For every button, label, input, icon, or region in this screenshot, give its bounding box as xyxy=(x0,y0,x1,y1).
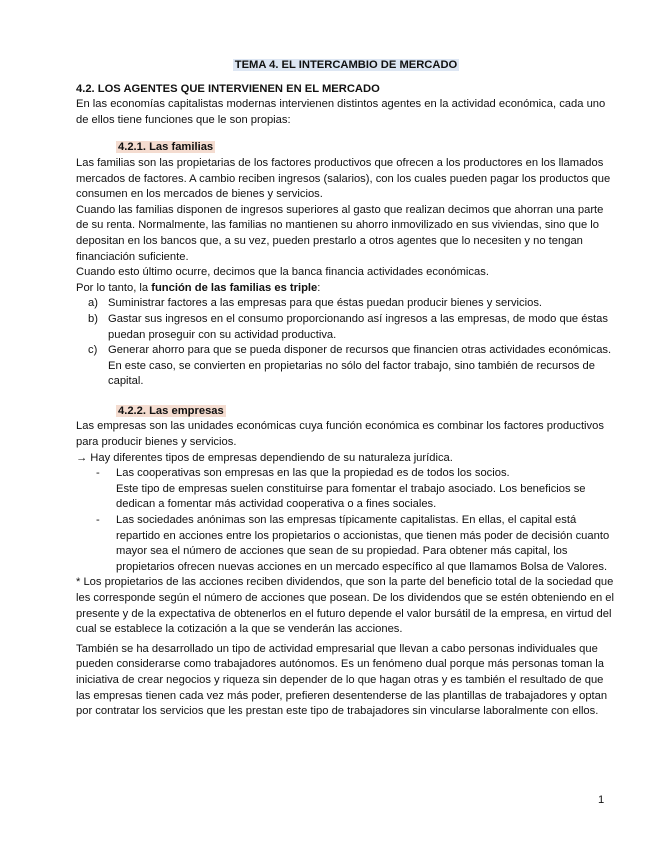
section-intro: En las economías capitalistas modernas intervienen distintos agentes en la actividad económica, cada uno de ellos tiene funciones que le son propias: xyxy=(76,98,606,126)
subsection-heading-empresas: 4.2.2. Las empresas xyxy=(118,404,224,417)
list-item: - Las cooperativas son empresas en las que la propiedad es de todos los socios. Este tipo de empresas suelen constituirse para fomentar el trabajo asociado. Los beneficios se dedican a fomentar más actividad cooperativa o a fines sociales. xyxy=(96,467,586,511)
list-item: a) Suministrar factores a las empresas para que éstas puedan producir bienes y servicios. xyxy=(76,296,616,312)
list-item: c) Generar ahorro para que se pueda disponer de recursos que financien otras actividades económicas. En este caso, se convierten en propietarias no sólo del factor trabajo, sino también de recursos de capital. xyxy=(88,344,612,388)
paragraph: Las empresas son las unidades económicas cuya función económica es combinar los factores productivos para producir bienes y servicios. xyxy=(76,420,604,449)
paragraph: También se ha desarrollado un tipo de actividad empresarial que llevan a cabo personas individuales que pueden considerarse como trabajadores autónomos. Es un fenómeno dual porque más personas toman la iniciativa de crear negocios y riqueza sin depender de lo que hagan otras y es también el resultado de que las empresas tienen cada vez más poder, prefieren desentenderse de las plantillas de trabajadores y optan por contratar los servicios que les prestan este tipo de trabajadores sin vincularse laboralmente con ellos. xyxy=(76,642,608,718)
document-page xyxy=(76,58,616,720)
list-marker: - xyxy=(96,467,100,480)
subsection-heading-familias: 4.2.1. Las familias xyxy=(118,141,214,154)
page-number: 1 xyxy=(598,794,605,806)
paragraph: Cuando las familias disponen de ingresos superiores al gasto que realizan decimos que ahorran una parte de su renta. Normalmente, las familias no mantienen su ahorro inmovilizado en sus viviendas, sino que lo depositan en los bancos que, a su vez, pueden prestarlo a otros agentes que lo necesiten y no tengan financiación suficiente. xyxy=(76,203,604,263)
section-heading: 4.2. LOS AGENTES QUE INTERVIENEN EN EL MERCADO xyxy=(76,82,380,95)
list-item: - Las sociedades anónimas son las empresas típicamente capitalistas. En ellas, el capital está repartido en acciones entre los propietarios o accionistas, que tienen más poder de decisión cuanto mayor sea el número de acciones que sean de su propiedad. Para obtener más capital, los propietarios ofrecen nuevas acciones en un mercado específico al que llamamos Bolsa de Valores. xyxy=(96,514,610,573)
paragraph: → Hay diferentes tipos de empresas dependiendo de su naturaleza jurídica. xyxy=(76,451,453,464)
paragraph: * Los propietarios de las acciones reciben dividendos, que son la parte del beneficio total de la sociedad que les corresponde según el número de acciones que posean. De los dividendos que se estén obteniendo en el presente y de la expectativa de obtenerlos en el futuro depende el valor bursátil de la empresa, en virtud del cual se establece la cotización a la que se venderán las acciones. xyxy=(76,576,614,636)
list-marker: - xyxy=(96,514,100,527)
list-marker: a) xyxy=(88,297,98,310)
paragraph: Por lo tanto, la función de las familias es triple: xyxy=(76,281,321,294)
list-marker: b) xyxy=(88,312,98,325)
bold-phrase: función de las familias es triple xyxy=(151,281,318,294)
paragraph: Las familias son las propietarias de los factores productivos que ofrecen a los productores en los llamados mercados de factores. A cambio reciben ingresos (salarios), con los cuales pueden pagar los productos que consumen en los mercados de bienes y servicios. xyxy=(76,156,611,201)
paragraph: Cuando esto último ocurre, decimos que la banca financia actividades económicas. xyxy=(76,266,489,279)
company-types-list xyxy=(76,466,616,575)
document-title: TEMA 4. EL INTERCAMBIO DE MERCADO xyxy=(234,59,458,71)
functions-list xyxy=(76,296,616,390)
list-item: b) Gastar sus ingresos en el consumo proporcionando así ingresos a las empresas, de modo que éstas puedan proseguir con su actividad productiva. xyxy=(88,312,608,341)
list-marker: c) xyxy=(88,344,98,357)
